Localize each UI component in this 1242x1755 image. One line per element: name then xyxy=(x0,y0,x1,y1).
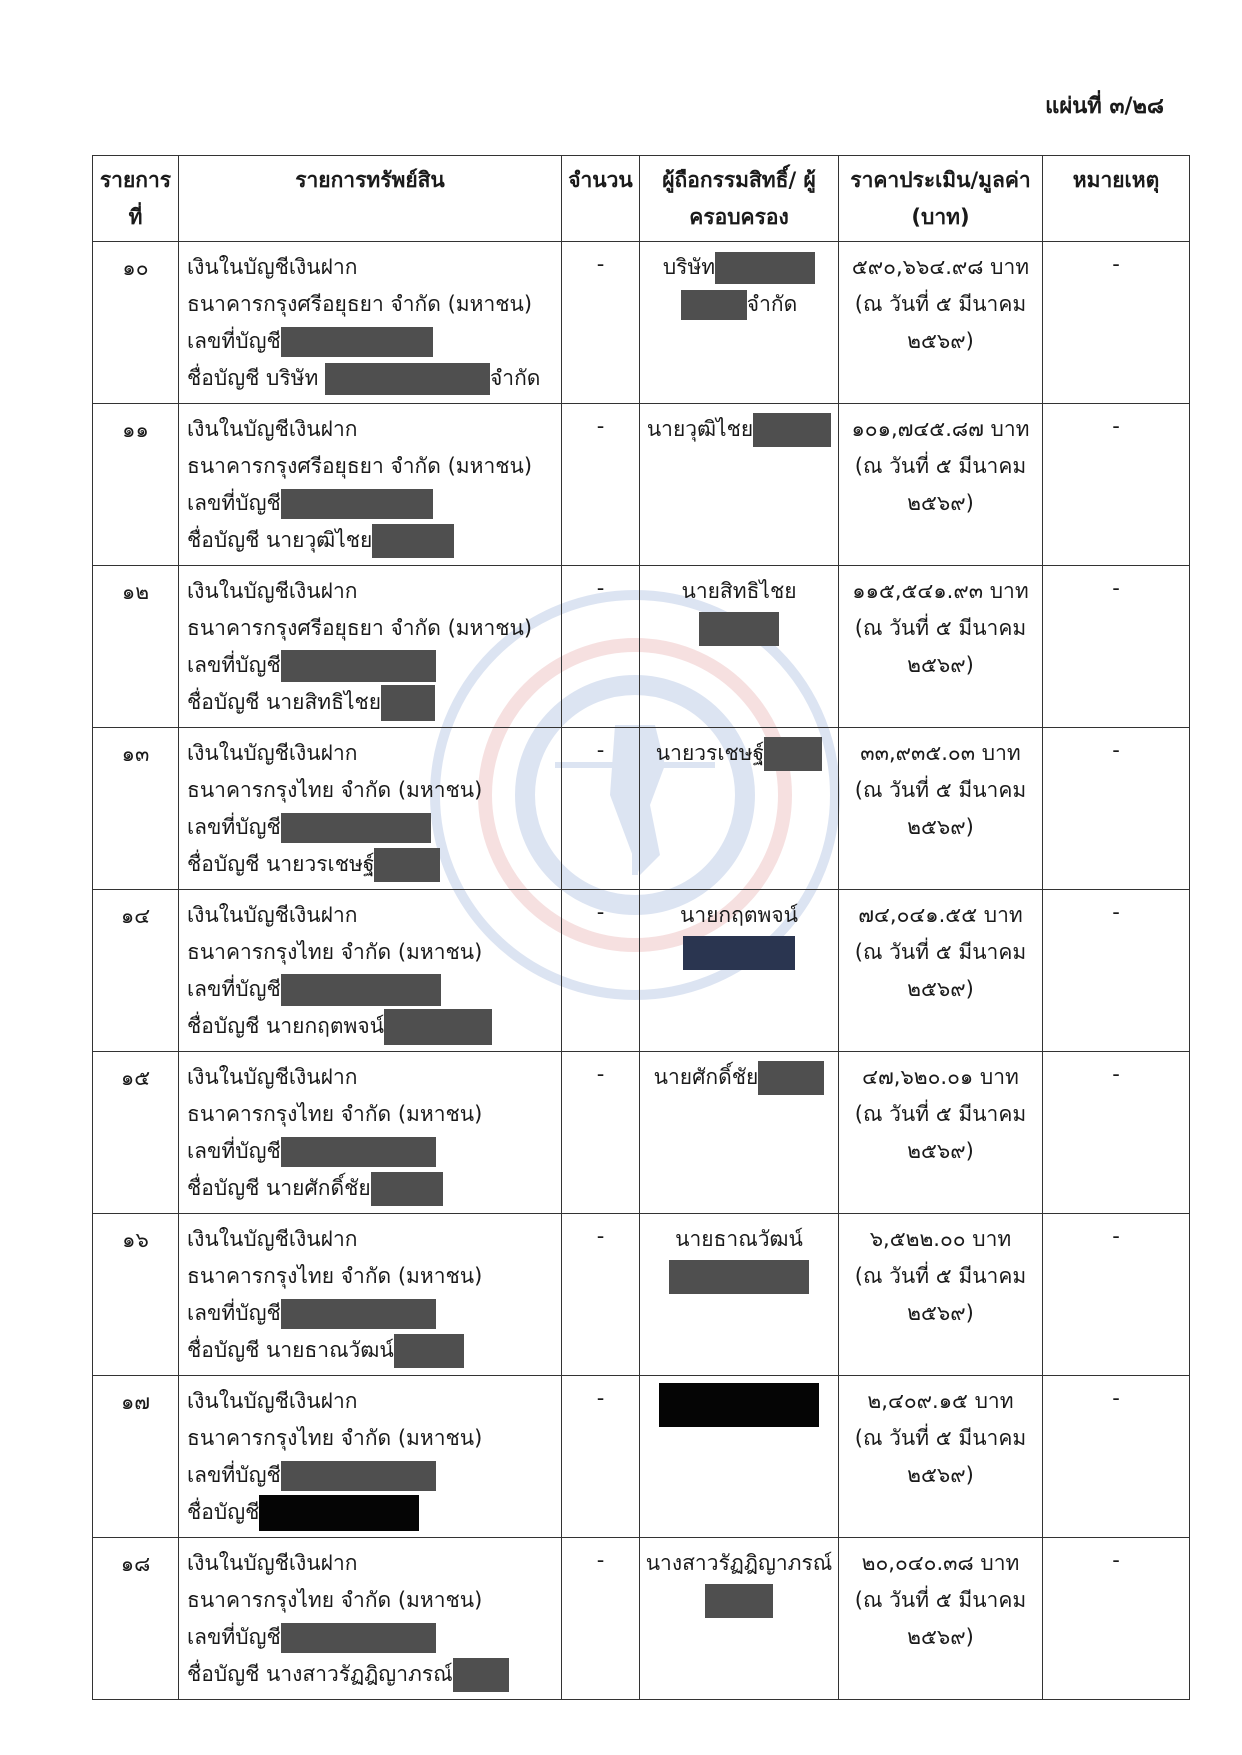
owner-line-1 xyxy=(644,735,834,772)
account-name-line xyxy=(187,1332,561,1369)
value xyxy=(839,242,1043,404)
redaction-block xyxy=(669,1260,809,1294)
bank-name: ธนาคารกรุงศรีอยุธยา จำกัด (มหาชน) xyxy=(187,616,533,640)
owner-line-1: นายกฤตพจน์ xyxy=(679,903,799,927)
asset-description xyxy=(179,728,562,890)
redaction-block xyxy=(281,489,433,519)
quantity: - xyxy=(562,1052,640,1214)
account-name-line xyxy=(187,1008,561,1045)
account-name-label: ชื่อบัญชี นายสิทธิไชย xyxy=(187,690,382,714)
header-owner: ผู้ถือกรรมสิทธิ์/ ผู้ครอบครอง xyxy=(640,156,839,242)
asset-type: เงินในบัญชีเงินฝาก xyxy=(187,579,358,603)
value-amount: ๖,๕๒๒.๐๐ บาท xyxy=(869,1227,1012,1251)
value xyxy=(839,404,1043,566)
owner-line-1 xyxy=(644,249,834,286)
value-date-line-2: ๒๕๖๙) xyxy=(907,329,974,353)
asset-description xyxy=(179,404,562,566)
item-number: ๑๔ xyxy=(93,890,179,1052)
asset-description xyxy=(179,242,562,404)
redaction-block xyxy=(281,1461,436,1491)
table-row xyxy=(93,404,1190,566)
value-date-line-1: (ณ วันที่ ๕ มีนาคม xyxy=(854,1588,1027,1612)
value-date-line-2: ๒๕๖๙) xyxy=(907,491,974,515)
value-amount: ๓๓,๙๓๕.๐๓ บาท xyxy=(860,741,1021,765)
item-number: ๑๒ xyxy=(93,566,179,728)
header-quantity: จำนวน xyxy=(562,156,640,242)
redaction-block xyxy=(705,1584,773,1618)
header-asset-list: รายการทรัพย์สิน xyxy=(179,156,562,242)
value-date-line-2: ๒๕๖๙) xyxy=(907,1301,974,1325)
quantity: - xyxy=(562,1376,640,1538)
owner-line-2 xyxy=(644,1582,834,1619)
owner xyxy=(640,890,839,1052)
value-date-line-1: (ณ วันที่ ๕ มีนาคม xyxy=(854,454,1027,478)
value-amount: ๑๐๑,๗๔๕.๘๗ บาท xyxy=(851,417,1030,441)
quantity: - xyxy=(562,566,640,728)
bank-name: ธนาคารกรุงศรีอยุธยา จำกัด (มหาชน) xyxy=(187,454,533,478)
owner-line-2 xyxy=(644,286,834,323)
account-name-line xyxy=(187,846,561,883)
account-number-line xyxy=(187,1457,561,1494)
asset-type: เงินในบัญชีเงินฝาก xyxy=(187,255,358,279)
owner xyxy=(640,404,839,566)
asset-type: เงินในบัญชีเงินฝาก xyxy=(187,741,358,765)
redaction-block xyxy=(758,1061,824,1095)
account-name-line xyxy=(187,1494,561,1531)
redaction-block xyxy=(371,1172,443,1206)
bank-name: ธนาคารกรุงไทย จำกัด (มหาชน) xyxy=(187,1102,483,1126)
remarks: - xyxy=(1043,1214,1190,1376)
value-date-line-2: ๒๕๖๙) xyxy=(907,815,974,839)
redaction-block xyxy=(281,974,441,1006)
value-amount: ๑๑๕,๕๔๑.๙๓ บาท xyxy=(852,579,1029,603)
owner-name: บริษัท xyxy=(662,255,716,279)
value-date-line-2: ๒๕๖๙) xyxy=(907,977,974,1001)
remarks: - xyxy=(1043,1376,1190,1538)
redaction-block xyxy=(281,1623,436,1653)
table-row xyxy=(93,890,1190,1052)
redaction-block xyxy=(659,1383,819,1427)
account-number-line xyxy=(187,323,561,360)
redaction-block xyxy=(453,1658,509,1692)
redaction-block xyxy=(699,612,779,646)
value xyxy=(839,1538,1043,1700)
owner-name: นายศักดิ์ชัย xyxy=(653,1065,759,1089)
asset-description xyxy=(179,1052,562,1214)
redaction-block xyxy=(372,524,454,558)
asset-type: เงินในบัญชีเงินฝาก xyxy=(187,1551,358,1575)
bank-name: ธนาคารกรุงไทย จำกัด (มหาชน) xyxy=(187,1426,483,1450)
redaction-block xyxy=(281,650,436,682)
table-row xyxy=(93,728,1190,890)
redaction-block xyxy=(281,1299,436,1329)
account-name-label: ชื่อบัญชี นายศักดิ์ชัย xyxy=(187,1176,371,1200)
asset-description xyxy=(179,566,562,728)
redaction-block xyxy=(381,685,435,721)
account-number-line xyxy=(187,1133,561,1170)
redaction-block xyxy=(715,252,815,284)
remarks: - xyxy=(1043,242,1190,404)
account-number-label: เลขที่บัญชี xyxy=(187,491,281,515)
table-row xyxy=(93,242,1190,404)
sheet-number: แผ่นที่ ๓/๒๘ xyxy=(1045,94,1164,119)
value-amount: ๒,๔๐๙.๑๕ บาท xyxy=(867,1389,1014,1413)
value xyxy=(839,1214,1043,1376)
owner-name: นายวรเชษฐ์ xyxy=(655,741,765,765)
account-number-label: เลขที่บัญชี xyxy=(187,977,281,1001)
value-date-line-1: (ณ วันที่ ๕ มีนาคม xyxy=(854,778,1027,802)
account-name-line xyxy=(187,360,561,397)
owner xyxy=(640,1214,839,1376)
redaction-block xyxy=(374,848,440,882)
account-name-line xyxy=(187,1170,561,1207)
item-number: ๑๗ xyxy=(93,1376,179,1538)
owner-line-1 xyxy=(644,411,834,448)
account-number-label: เลขที่บัญชี xyxy=(187,815,281,839)
value-date-line-2: ๒๕๖๙) xyxy=(907,1463,974,1487)
owner-suffix: จำกัด xyxy=(746,292,798,316)
table-row xyxy=(93,1538,1190,1700)
account-name-line xyxy=(187,684,561,721)
value-date-line-1: (ณ วันที่ ๕ มีนาคม xyxy=(854,1102,1027,1126)
asset-type: เงินในบัญชีเงินฝาก xyxy=(187,1227,358,1251)
remarks: - xyxy=(1043,728,1190,890)
redaction-block xyxy=(683,936,795,970)
redaction-block xyxy=(394,1334,464,1368)
redaction-block xyxy=(681,290,747,320)
item-number: ๑๕ xyxy=(93,1052,179,1214)
account-number-line xyxy=(187,647,561,684)
remarks: - xyxy=(1043,1052,1190,1214)
value-date-line-2: ๒๕๖๙) xyxy=(907,1139,974,1163)
owner-line-1 xyxy=(644,1383,834,1427)
table-row xyxy=(93,1214,1190,1376)
account-number-label: เลขที่บัญชี xyxy=(187,1301,281,1325)
bank-name: ธนาคารกรุงไทย จำกัด (มหาชน) xyxy=(187,1264,483,1288)
owner-line-2 xyxy=(644,1258,834,1295)
remarks: - xyxy=(1043,1538,1190,1700)
asset-type: เงินในบัญชีเงินฝาก xyxy=(187,903,358,927)
table-row xyxy=(93,1052,1190,1214)
bank-name: ธนาคารกรุงไทย จำกัด (มหาชน) xyxy=(187,1588,483,1612)
value-date-line-2: ๒๕๖๙) xyxy=(907,653,974,677)
value-amount: ๗๔,๐๔๑.๕๕ บาท xyxy=(858,903,1023,927)
account-number-label: เลขที่บัญชี xyxy=(187,329,281,353)
header-remarks: หมายเหตุ xyxy=(1043,156,1190,242)
redaction-block xyxy=(384,1009,492,1045)
account-name-line xyxy=(187,522,561,559)
owner xyxy=(640,1376,839,1538)
table-header-row xyxy=(93,156,1190,242)
bank-name: ธนาคารกรุงไทย จำกัด (มหาชน) xyxy=(187,940,483,964)
value-date-line-1: (ณ วันที่ ๕ มีนาคม xyxy=(854,1426,1027,1450)
owner xyxy=(640,1052,839,1214)
owner-line-1: นายธาณวัฒน์ xyxy=(675,1227,803,1251)
value-date-line-1: (ณ วันที่ ๕ มีนาคม xyxy=(854,1264,1027,1288)
value-amount: ๒๐,๐๔๐.๓๘ บาท xyxy=(861,1551,1020,1575)
owner xyxy=(640,728,839,890)
value-date-line-1: (ณ วันที่ ๕ มีนาคม xyxy=(854,616,1027,640)
owner-line-2 xyxy=(644,610,834,647)
value xyxy=(839,890,1043,1052)
redaction-block xyxy=(259,1495,419,1531)
redaction-block xyxy=(281,1137,436,1167)
account-number-label: เลขที่บัญชี xyxy=(187,1463,281,1487)
value xyxy=(839,566,1043,728)
bank-name: ธนาคารกรุงศรีอยุธยา จำกัด (มหาชน) xyxy=(187,292,533,316)
owner-line-2 xyxy=(644,934,834,971)
item-number: ๑๖ xyxy=(93,1214,179,1376)
quantity: - xyxy=(562,1214,640,1376)
table-row xyxy=(93,1376,1190,1538)
quantity: - xyxy=(562,890,640,1052)
value-date-line-2: ๒๕๖๙) xyxy=(907,1625,974,1649)
owner xyxy=(640,1538,839,1700)
account-name-label: ชื่อบัญชี นายธาณวัฒน์ xyxy=(187,1338,394,1362)
value-amount: ๕๙๐,๖๖๔.๙๘ บาท xyxy=(851,255,1030,279)
quantity: - xyxy=(562,1538,640,1700)
value-amount: ๔๗,๖๒๐.๐๑ บาท xyxy=(862,1065,1019,1089)
redaction-block xyxy=(281,327,433,357)
owner-name: นายวุฒิไชย xyxy=(646,417,754,441)
redaction-block xyxy=(764,737,822,771)
item-number: ๑๑ xyxy=(93,404,179,566)
account-number-label: เลขที่บัญชี xyxy=(187,653,281,677)
asset-type: เงินในบัญชีเงินฝาก xyxy=(187,417,358,441)
remarks: - xyxy=(1043,890,1190,1052)
asset-description xyxy=(179,1538,562,1700)
account-name-label: ชื่อบัญชี นายกฤตพจน์ xyxy=(187,1014,385,1038)
owner-line-1 xyxy=(644,1059,834,1096)
quantity: - xyxy=(562,242,640,404)
account-number-line xyxy=(187,809,561,846)
asset-description xyxy=(179,1214,562,1376)
remarks: - xyxy=(1043,566,1190,728)
owner xyxy=(640,566,839,728)
asset-type: เงินในบัญชีเงินฝาก xyxy=(187,1065,358,1089)
account-name-label: ชื่อบัญชี xyxy=(187,1500,260,1524)
asset-description xyxy=(179,890,562,1052)
table-row xyxy=(93,566,1190,728)
account-name-line xyxy=(187,1656,561,1693)
owner xyxy=(640,242,839,404)
account-name-label: ชื่อบัญชี นายวรเชษฐ์ xyxy=(187,852,375,876)
quantity: - xyxy=(562,404,640,566)
header-item-number: รายการ ที่ xyxy=(93,156,179,242)
header-value: ราคาประเมิน/มูลค่า (บาท) xyxy=(839,156,1043,242)
value xyxy=(839,1376,1043,1538)
asset-type: เงินในบัญชีเงินฝาก xyxy=(187,1389,358,1413)
item-number: ๑๐ xyxy=(93,242,179,404)
value-date-line-1: (ณ วันที่ ๕ มีนาคม xyxy=(854,940,1027,964)
account-number-label: เลขที่บัญชี xyxy=(187,1139,281,1163)
asset-description xyxy=(179,1376,562,1538)
account-number-label: เลขที่บัญชี xyxy=(187,1625,281,1649)
account-name-label: ชื่อบัญชี นางสาวรัฏฎิญาภรณ์ xyxy=(187,1662,453,1686)
value xyxy=(839,728,1043,890)
quantity: - xyxy=(562,728,640,890)
account-name-label: ชื่อบัญชี นายวุฒิไชย xyxy=(187,528,373,552)
owner-line-1: นายสิทธิไชย xyxy=(681,579,797,603)
account-number-line xyxy=(187,1295,561,1332)
owner-line-1: นางสาวรัฏฎิญาภรณ์ xyxy=(645,1551,833,1575)
account-number-line xyxy=(187,971,561,1008)
account-number-line xyxy=(187,1619,561,1656)
redaction-block xyxy=(281,813,431,843)
remarks: - xyxy=(1043,404,1190,566)
redaction-block xyxy=(753,413,831,447)
bank-name: ธนาคารกรุงไทย จำกัด (มหาชน) xyxy=(187,778,483,802)
account-number-line xyxy=(187,485,561,522)
item-number: ๑๘ xyxy=(93,1538,179,1700)
account-name-label: ชื่อบัญชี บริษัท xyxy=(187,366,319,390)
asset-table xyxy=(92,155,1190,1700)
value-date-line-1: (ณ วันที่ ๕ มีนาคม xyxy=(854,292,1027,316)
item-number: ๑๓ xyxy=(93,728,179,890)
account-name-suffix: จำกัด xyxy=(490,366,541,390)
value xyxy=(839,1052,1043,1214)
redaction-block xyxy=(325,363,490,395)
